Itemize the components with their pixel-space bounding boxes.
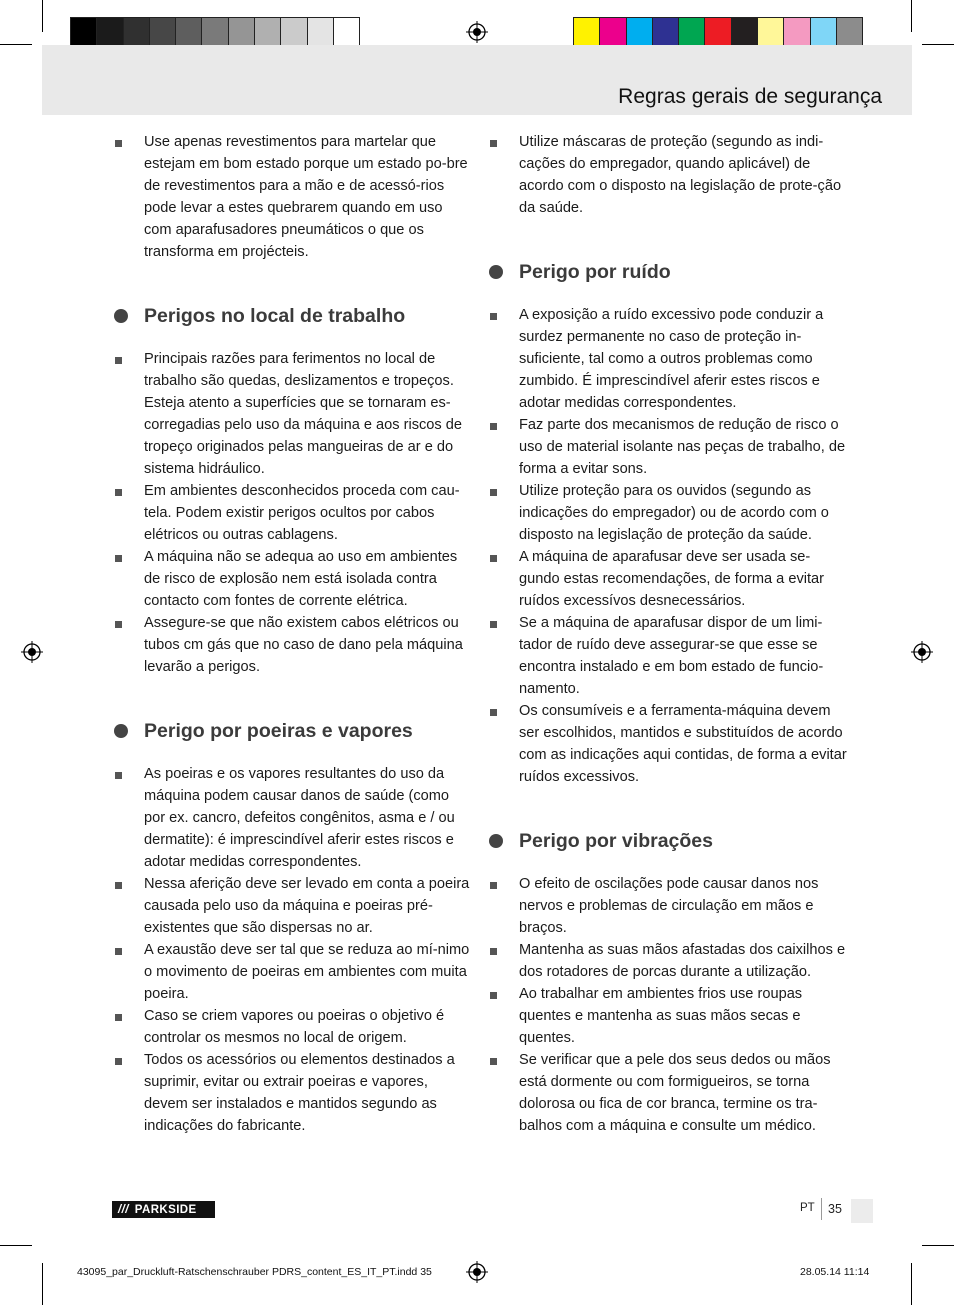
gray-swatch [333,17,360,48]
section-list [487,873,847,1137]
color-swatch [783,17,810,48]
circle-bullet-icon [489,265,503,279]
language-code: PT [800,1202,815,1214]
square-bullet-icon [490,555,497,562]
section-list [112,763,472,1137]
gray-swatch [175,17,202,48]
logo-text: PARKSIDE [134,1203,197,1216]
square-bullet-icon [115,772,122,779]
color-swatch [836,17,863,48]
crop-mark [42,1263,43,1305]
process-color-bar [574,17,863,48]
page-title: Regras gerais de segurança [618,85,882,108]
color-swatch [599,17,626,48]
list-item: Se verificar que a pele dos seus dedos ou mãos está dormente ou com formigueiros, se torna dolorosa ou fica de cor branca, termine os tra-balhos com a máquina e consulte um médico. [487,1049,847,1137]
right-column [487,131,847,1137]
page-number: 35 [828,1202,842,1216]
crop-mark [911,0,912,32]
section-list [112,348,472,678]
color-swatch [704,17,731,48]
section-list [487,304,847,788]
square-bullet-icon [490,948,497,955]
gray-swatch [254,17,281,48]
print-slug-date: 28.05.14 11:14 [800,1266,870,1278]
list-item: O efeito de oscilações pode causar danos nos nervos e problemas de circulação em mãos e braços. [487,873,847,939]
color-swatch [757,17,784,48]
list-item: Utilize máscaras de proteção (segundo as indi-cações do empregador, quando aplicável) de acordo com o disposto na legislação de prote-ção da saúde. [487,131,847,219]
square-bullet-icon [115,882,122,889]
list-item: Assegure-se que não existem cabos elétricos ou tubos cm gás que no caso de dano pela máquina levarão a perigos. [112,612,472,678]
intro-list [487,131,847,219]
left-column [112,131,472,1137]
square-bullet-icon [115,1058,122,1065]
list-item: Os consumíveis e a ferramenta-máquina devem ser escolhidos, mantidos e substituídos de acordo com as indicações aqui contidas, de forma a evitar ruídos excessivos. [487,700,847,788]
color-swatch [652,17,679,48]
list-item: Faz parte dos mecanismos de redução de risco o uso de material isolante nas peças de trabalho, de forma a evitar sons. [487,414,847,480]
crop-mark [42,0,43,32]
circle-bullet-icon [489,834,503,848]
gray-swatch [228,17,255,48]
registration-mark-bottom-icon [466,1261,488,1283]
square-bullet-icon [490,709,497,716]
circle-bullet-icon [114,724,128,738]
list-item: Caso se criem vapores ou poeiras o objetivo é controlar os mesmos no local de origem. [112,1005,472,1049]
color-swatch [626,17,653,48]
color-swatch [731,17,758,48]
list-item: Ao trabalhar em ambientes frios use roupas quentes e mantenha as suas mãos secas e quentes. [487,983,847,1049]
crop-mark [922,1245,954,1246]
registration-mark-top-icon [466,21,488,43]
color-swatch [810,17,837,48]
list-item: A máquina não se adequa ao uso em ambientes de risco de explosão nem está isolada contra contacto com fontes de corrente elétrica. [112,546,472,612]
crop-mark [922,44,954,45]
registration-mark-left-icon [21,641,43,663]
square-bullet-icon [490,423,497,430]
section-heading: Perigos no local de trabalho [112,303,472,329]
gray-swatch [307,17,334,48]
list-item: As poeiras e os vapores resultantes do uso da máquina podem causar danos de saúde (como por ex. cancro, defeitos congênitos, asma e / ou dermatite): é imprescindível aferir estes riscos e adotar medidas correspondentes. [112,763,472,873]
square-bullet-icon [115,357,122,364]
grayscale-color-bar [71,17,360,48]
intro-list [112,131,472,263]
section-heading: Perigo por poeiras e vapores [112,718,472,744]
section-heading: Perigo por vibrações [487,828,847,854]
square-bullet-icon [490,1058,497,1065]
registration-mark-right-icon [911,641,933,663]
list-item: Se a máquina de aparafusar dispor de um limi-tador de ruído deve assegurar-se que esse se encontra instalado e em bom estado de funcio-namento. [487,612,847,700]
footer-divider [821,1198,822,1220]
gray-swatch [280,17,307,48]
brand-logo [112,1201,215,1218]
circle-bullet-icon [114,309,128,323]
logo-slashes: /// [118,1203,129,1216]
list-item: Mantenha as suas mãos afastadas dos caixilhos e dos rotadores de porcas durante a utilização. [487,939,847,983]
page-tab [851,1199,873,1223]
square-bullet-icon [490,992,497,999]
crop-mark [911,1263,912,1305]
list-item: Utilize proteção para os ouvidos (segundo as indicações do empregador) ou de acordo com o disposto na legislação de proteção da saúde. [487,480,847,546]
square-bullet-icon [490,313,497,320]
color-swatch [573,17,600,48]
print-slug-filename: 43095_par_Druckluft-Ratschenschrauber PDRS_content_ES_IT_PT.indd 35 [77,1266,432,1278]
list-item: A exposição a ruído excessivo pode conduzir a surdez permanente no caso de proteção in-suficiente, tal como a outros problemas como zumbido. É imprescindível aferir estes riscos e adotar medidas correspondentes. [487,304,847,414]
crop-mark [0,1245,32,1246]
list-item: Todos os acessórios ou elementos destinados a suprimir, evitar ou extrair poeiras e vapores, devem ser instalados e mantidos segundo as indicações do fabricante. [112,1049,472,1137]
square-bullet-icon [490,621,497,628]
list-item: Use apenas revestimentos para martelar que estejam em bom estado porque um estado po-bre de revestimentos para a mão e de acessó-rios pode levar a estes quebrarem quando em uso com aparafusadores pneumáticos o que os transforma em projécteis. [112,131,472,263]
list-item: Em ambientes desconhecidos proceda com cau-tela. Podem existir perigos ocultos por cabos elétricos ou outras cablagens. [112,480,472,546]
square-bullet-icon [490,140,497,147]
list-item: Nessa aferição deve ser levado em conta a poeira causada pelo uso da máquina e poeiras pré-existentes que são dispersas no ar. [112,873,472,939]
gray-swatch [149,17,176,48]
square-bullet-icon [490,882,497,889]
square-bullet-icon [115,1014,122,1021]
square-bullet-icon [115,140,122,147]
square-bullet-icon [115,555,122,562]
color-swatch [678,17,705,48]
list-item: A exaustão deve ser tal que se reduza ao mí-nimo o movimento de poeiras em ambientes com muita poeira. [112,939,472,1005]
gray-swatch [96,17,123,48]
crop-mark [0,44,32,45]
square-bullet-icon [115,489,122,496]
square-bullet-icon [115,948,122,955]
gray-swatch [70,17,97,48]
section-heading: Perigo por ruído [487,259,847,285]
square-bullet-icon [115,621,122,628]
list-item: A máquina de aparafusar deve ser usada se-gundo estas recomendações, de forma a evitar ruídos excessívos desnecessários. [487,546,847,612]
list-item: Principais razões para ferimentos no local de trabalho são quedas, deslizamentos e tropeços. Esteja atento a superfícies que se tornaram es-corregadias pelo uso da máquina e aos riscos de tropeço originados pelas mangueiras de ar e do sistema hidráulico. [112,348,472,480]
gray-swatch [123,17,150,48]
square-bullet-icon [490,489,497,496]
gray-swatch [201,17,228,48]
